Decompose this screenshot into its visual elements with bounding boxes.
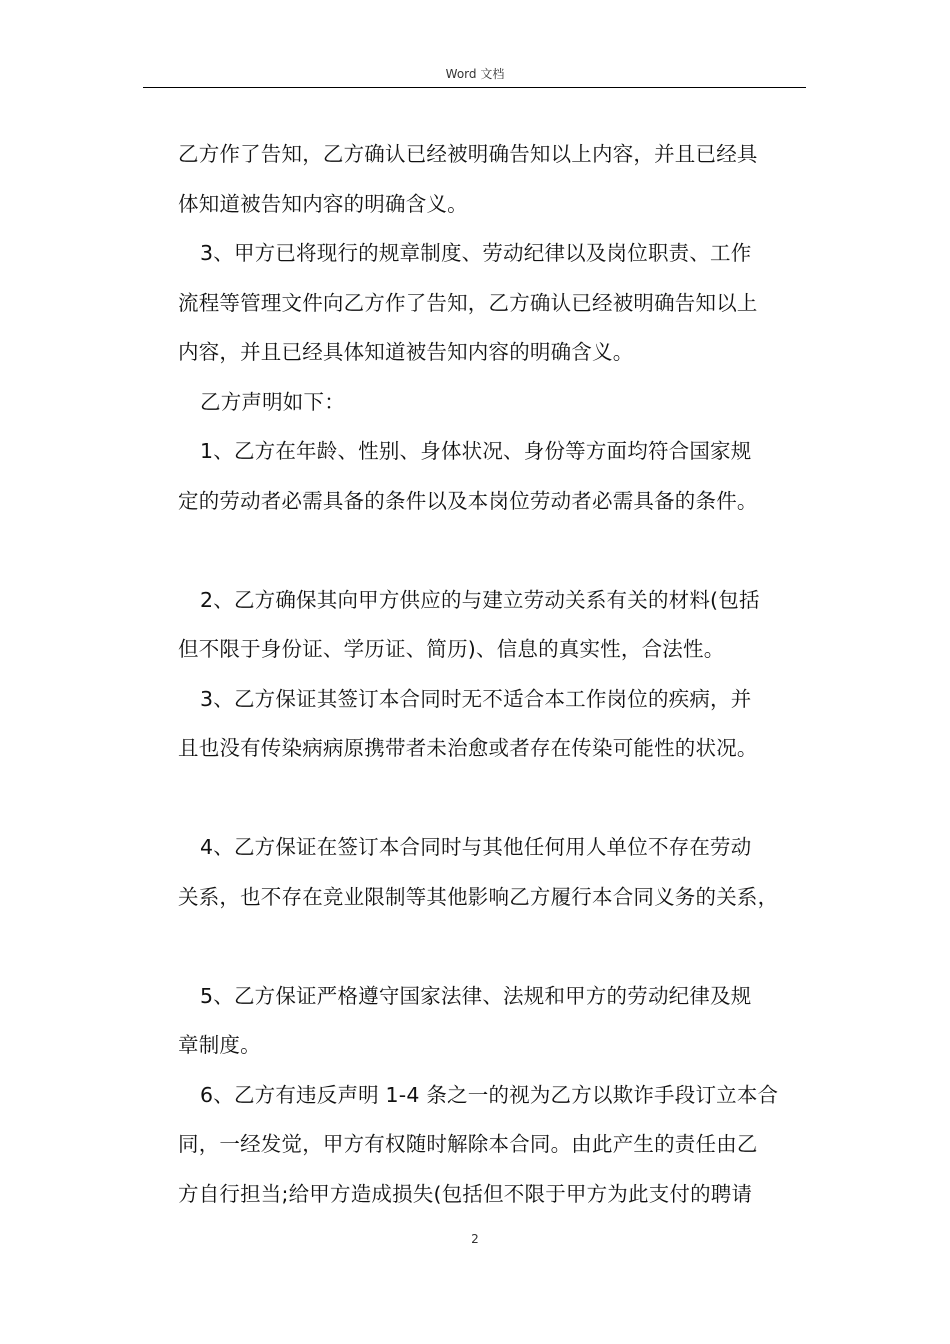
- page-number: 2: [471, 1232, 479, 1246]
- paragraph-line: 同，一经发觉，甲方有权随时解除本合同。由此产生的责任由乙: [178, 1132, 758, 1156]
- paragraph-line: 1、乙方在年龄、性别、身体状况、身份等方面均符合国家规: [200, 439, 752, 463]
- blank-line: [178, 774, 818, 824]
- paragraph-line: 乙方声明如下：: [200, 389, 345, 414]
- paragraph-line: 5、乙方保证严格遵守国家法律、法规和甲方的劳动纪律及规: [200, 983, 752, 1008]
- paragraph-line: 且也没有传染病病原携带者未治愈或者存在传染可能性的状况。: [178, 736, 758, 760]
- paragraph-line: 3、乙方保证其签订本合同时无不适合本工作岗位的疾病，并: [200, 686, 752, 711]
- paragraph-line: 方自行担当;给甲方造成损失(包括但不限于甲方为此支付的聘请: [178, 1181, 753, 1206]
- paragraph-line: 流程等管理文件向乙方作了告知，乙方确认已经被明确告知以上: [178, 290, 758, 315]
- paragraph-line: 定的劳动者必需具备的条件以及本岗位劳动者必需具备的条件。: [178, 488, 758, 513]
- paragraph-line: 关系，也不存在竞业限制等其他影响乙方履行本合同义务的关系，: [178, 884, 779, 909]
- header-divider: [143, 87, 806, 88]
- paragraph-line: 3、甲方已将现行的规章制度、劳动纪律以及岗位职责、工作: [200, 241, 752, 265]
- blank-line: [178, 922, 818, 972]
- blank-line: [178, 526, 818, 576]
- paragraph-line: 但不限于身份证、学历证、简历)、信息的真实性，合法性。: [178, 637, 725, 661]
- paragraph-line: 2、乙方确保其向甲方供应的与建立劳动关系有关的材料(包括: [200, 587, 760, 612]
- document-body: [178, 130, 818, 1219]
- paragraph-line: 体知道被告知内容的明确含义。: [178, 191, 468, 216]
- page-header: Word 文档: [445, 67, 505, 81]
- paragraph-line: 6、乙方有违反声明 1-4 条之一的视为乙方以欺诈手段订立本合: [200, 1082, 779, 1107]
- paragraph-line: 内容，并且已经具体知道被告知内容的明确含义。: [178, 340, 634, 364]
- paragraph-line: 4、乙方保证在签订本合同时与其他任何用人单位不存在劳动: [200, 835, 752, 859]
- paragraph-line: 章制度。: [178, 1033, 261, 1057]
- paragraph-line: 乙方作了告知，乙方确认已经被明确告知以上内容，并且已经具: [178, 142, 758, 166]
